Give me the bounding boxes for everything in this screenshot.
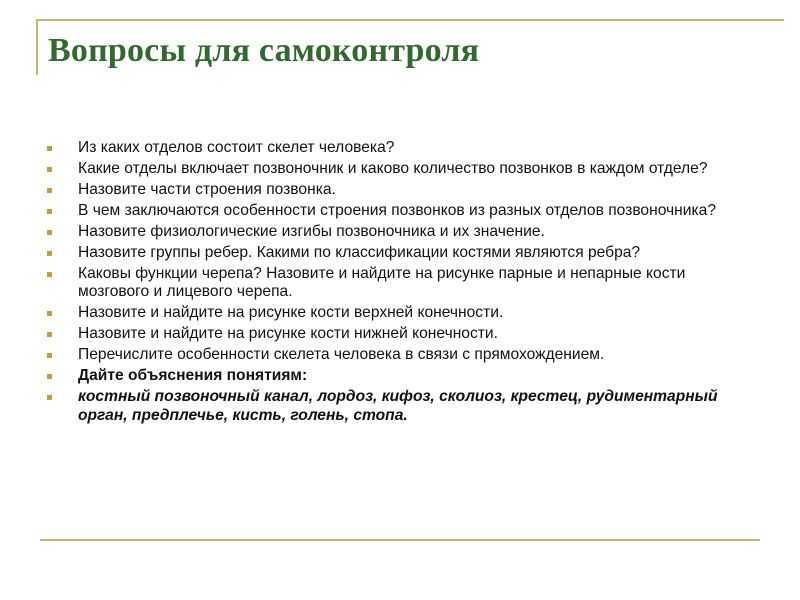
list-item-text: В чем заключаются особенности строения позвонков из разных отделов позвоночника? <box>78 202 716 219</box>
list-item-text: Назовите группы ребер. Какими по классификации костями являются ребра? <box>78 244 641 261</box>
square-bullet-icon <box>47 353 52 358</box>
list-item-text: костный позвоночный канал, лордоз, кифоз, сколиоз, крестец, рудиментарный орган, предплечье, кисть, голень, стопа. <box>78 388 718 424</box>
square-bullet-icon <box>47 209 52 214</box>
list-item-text: Дайте объяснения понятиям: <box>78 367 308 385</box>
list-item-text: Назовите части строения позвонка. <box>78 181 336 198</box>
list-item-text: Каковы функции черепа? Назовите и найдите на рисунке парные и непарные кости мозгового и лицевого черепа. <box>78 265 686 301</box>
list-item-terms <box>47 388 737 425</box>
square-bullet-icon <box>47 188 52 193</box>
square-bullet-icon <box>47 251 52 256</box>
list-item <box>47 160 737 178</box>
square-bullet-icon <box>47 146 52 151</box>
bottom-divider <box>40 539 760 541</box>
list-item-text: Перечислите особенности скелета человека в связи с прямохождением. <box>78 346 605 364</box>
list-item <box>47 265 737 302</box>
list-item <box>47 202 737 220</box>
square-bullet-icon <box>47 395 52 400</box>
left-divider <box>36 19 38 75</box>
list-item-text: Какие отделы включает позвоночник и каково количество позвонков в каждом отделе? <box>78 160 708 177</box>
list-item <box>47 244 737 262</box>
square-bullet-icon <box>47 230 52 235</box>
list-item <box>47 139 737 157</box>
slide-title: Вопросы для самоконтроля <box>48 32 480 69</box>
square-bullet-icon <box>47 332 52 337</box>
list-item-text: Назовите и найдите на рисунке кости нижней конечности. <box>78 325 498 343</box>
list-item-heading <box>47 367 737 385</box>
list-item <box>47 346 737 364</box>
list-item <box>47 223 737 241</box>
square-bullet-icon <box>47 167 52 172</box>
list-item <box>47 304 737 322</box>
square-bullet-icon <box>47 311 52 316</box>
list-item <box>47 325 737 343</box>
square-bullet-icon <box>47 374 52 379</box>
list-item-text: Из каких отделов состоит скелет человека? <box>78 139 395 156</box>
top-divider <box>36 19 784 21</box>
list-item-text: Назовите физиологические изгибы позвоночника и их значение. <box>78 223 545 240</box>
list-item <box>47 181 737 199</box>
question-list <box>47 139 737 428</box>
square-bullet-icon <box>47 272 52 277</box>
list-item-text: Назовите и найдите на рисунке кости верхней конечности. <box>78 304 504 322</box>
